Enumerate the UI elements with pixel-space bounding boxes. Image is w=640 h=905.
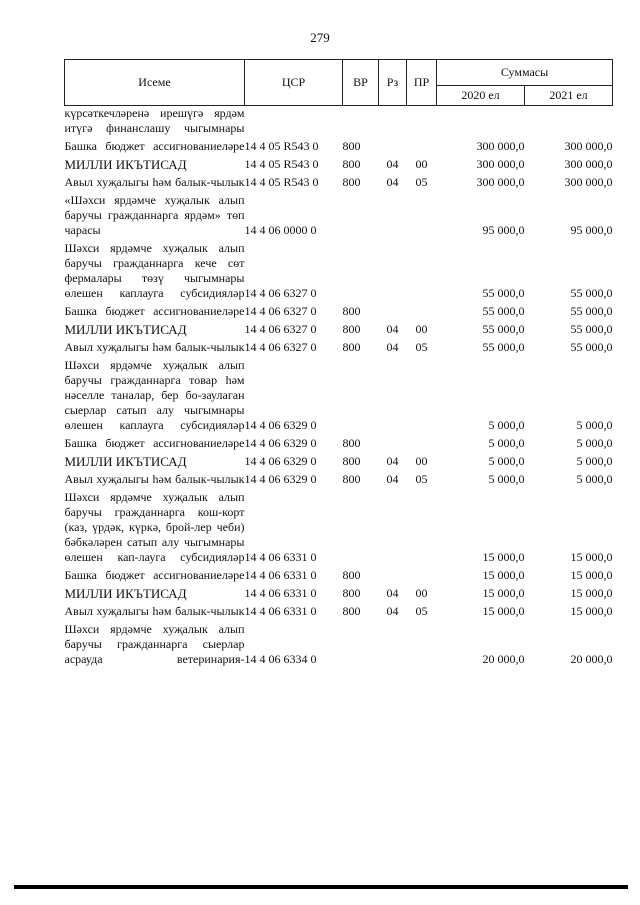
row-sum-2021: 5 000,0 — [576, 418, 613, 432]
row-sum-2021: 55 000,0 — [570, 286, 613, 300]
table-body — [65, 106, 613, 671]
row-csr-code: 14 4 06 6329 0 — [244, 418, 317, 432]
table-row — [65, 490, 613, 568]
row-vr: 800 — [342, 568, 361, 582]
row-csr-code: 14 4 06 6334 0 — [244, 652, 317, 666]
row-name: МИЛЛИ ИКЪТИСАД — [64, 454, 187, 469]
row-csr-code: 14 4 06 6327 0 — [244, 322, 317, 336]
row-sum-2020: 15 000,0 — [482, 550, 525, 564]
bottom-border — [14, 885, 628, 889]
column-header-pr: ПР — [407, 60, 437, 106]
row-name: «Шәхси ярдәмче хуҗалык алып баручы гражданнарга ярдәм» төп чарасы — [64, 193, 245, 237]
row-sum-2020: 20 000,0 — [482, 652, 525, 666]
table-row — [65, 604, 613, 622]
row-vr: 800 — [342, 454, 361, 468]
row-vr: 800 — [342, 157, 361, 171]
column-header-2020: 2020 ел — [437, 86, 525, 106]
row-sum-2020: 15 000,0 — [482, 604, 525, 618]
row-sum-2021: 15 000,0 — [570, 568, 613, 582]
row-csr-code: 14 4 06 6327 0 — [244, 286, 317, 300]
row-csr-code: 14 4 06 6329 0 — [244, 472, 317, 486]
row-vr: 800 — [342, 472, 361, 486]
row-pr: 05 — [415, 340, 428, 354]
row-csr-code: 14 4 06 6331 0 — [244, 604, 317, 618]
row-name: Башка бюджет ассигнованиеләре — [64, 139, 245, 153]
row-sum-2020: 300 000,0 — [476, 139, 525, 153]
row-name: Авыл хуҗалыгы һәм балык-чылык — [64, 472, 245, 486]
row-pr — [407, 193, 437, 241]
row-rz — [379, 490, 407, 568]
table-row — [65, 157, 613, 175]
row-sum-2020: 5 000,0 — [488, 436, 525, 450]
row-csr-code: 14 4 05 R543 0 — [244, 139, 319, 153]
table-row — [65, 241, 613, 304]
row-rz: 04 — [386, 472, 399, 486]
row-vr — [343, 490, 379, 568]
row-csr-code — [245, 106, 343, 140]
row-vr: 800 — [342, 340, 361, 354]
row-sum-2020: 55 000,0 — [482, 286, 525, 300]
table-row — [65, 340, 613, 358]
row-sum-2021 — [525, 106, 613, 140]
table-row — [65, 358, 613, 436]
row-sum-2020: 300 000,0 — [476, 157, 525, 171]
row-sum-2020: 15 000,0 — [482, 568, 525, 582]
row-csr-code: 14 4 06 0000 0 — [244, 223, 317, 237]
row-pr — [407, 436, 437, 454]
table-row — [65, 622, 613, 670]
row-csr-code: 14 4 06 6329 0 — [244, 436, 317, 450]
row-csr-code: 14 4 05 R543 0 — [244, 157, 319, 171]
table-row — [65, 175, 613, 193]
row-rz: 04 — [386, 454, 399, 468]
column-header-csr: ЦСР — [245, 60, 343, 106]
table-row — [65, 304, 613, 322]
row-name: Авыл хуҗалыгы һәм балык-чылык — [64, 604, 245, 618]
row-pr: 00 — [415, 322, 428, 336]
row-pr: 00 — [415, 586, 428, 600]
row-name: Шәхси ярдәмче хуҗалык алып баручы гражданнарга сыерлар асрауда ветеринария- — [64, 622, 245, 666]
row-rz: 04 — [386, 175, 399, 189]
row-rz — [379, 106, 407, 140]
row-sum-2020: 55 000,0 — [482, 322, 525, 336]
row-name: Шәхси ярдәмче хуҗалык алып баручы гражданнарга кош-корт (каз, үрдәк, күркә, брой-лер чеби) бәбкәләрен сатып алу чыгымнары өлешен кап-лауга субсидияләр — [64, 490, 245, 564]
row-sum-2021: 300 000,0 — [564, 139, 613, 153]
row-sum-2020: 15 000,0 — [482, 586, 525, 600]
row-csr-code: 14 4 06 6327 0 — [244, 304, 317, 318]
row-vr — [343, 106, 379, 140]
row-rz — [379, 568, 407, 586]
table-row — [65, 472, 613, 490]
row-sum-2021: 15 000,0 — [570, 586, 613, 600]
row-pr — [407, 358, 437, 436]
row-csr-code: 14 4 06 6331 0 — [244, 550, 317, 564]
row-sum-2020: 5 000,0 — [488, 472, 525, 486]
row-pr: 05 — [415, 604, 428, 618]
row-csr-code: 14 4 05 R543 0 — [244, 175, 319, 189]
row-sum-2021: 55 000,0 — [570, 304, 613, 318]
row-sum-2021: 5 000,0 — [576, 454, 613, 468]
row-name: Башка бюджет ассигнованиеләре — [64, 568, 245, 582]
column-header-2021: 2021 ел — [525, 86, 613, 106]
row-sum-2020: 55 000,0 — [482, 340, 525, 354]
row-name: Авыл хуҗалыгы һәм балык-чылык — [64, 175, 245, 189]
row-vr — [343, 622, 379, 670]
row-rz: 04 — [386, 604, 399, 618]
row-pr: 00 — [415, 157, 428, 171]
row-vr: 800 — [342, 586, 361, 600]
row-csr-code: 14 4 06 6331 0 — [244, 568, 317, 582]
row-sum-2021: 55 000,0 — [570, 340, 613, 354]
table-row — [65, 586, 613, 604]
row-pr — [407, 304, 437, 322]
row-rz: 04 — [386, 157, 399, 171]
column-header-name: Исеме — [65, 60, 245, 106]
row-sum-2020 — [437, 106, 525, 140]
row-rz — [379, 193, 407, 241]
table-row — [65, 193, 613, 241]
row-name: Башка бюджет ассигнованиеләре — [64, 436, 245, 450]
row-pr: 05 — [415, 472, 428, 486]
row-vr: 800 — [342, 175, 361, 189]
row-rz — [379, 304, 407, 322]
row-name: Авыл хуҗалыгы һәм балык-чылык — [64, 340, 245, 354]
row-rz — [379, 139, 407, 157]
row-rz — [379, 436, 407, 454]
row-name: МИЛЛИ ИКЪТИСАД — [64, 157, 187, 172]
row-name: Шәхси ярдәмче хуҗалык алып баручы гражданнарга кече сөт фермалары төзү чыгымнары өлешен каплауга субсидияләр — [64, 241, 245, 300]
row-vr — [343, 358, 379, 436]
row-pr — [407, 241, 437, 304]
row-sum-2020: 55 000,0 — [482, 304, 525, 318]
row-csr-code: 14 4 06 6331 0 — [244, 586, 317, 600]
row-rz: 04 — [386, 586, 399, 600]
row-vr: 800 — [342, 139, 361, 153]
row-sum-2021: 55 000,0 — [570, 322, 613, 336]
row-pr — [407, 139, 437, 157]
column-header-rz: Рз — [379, 60, 407, 106]
row-pr — [407, 106, 437, 140]
row-sum-2020: 5 000,0 — [488, 454, 525, 468]
table-row — [65, 568, 613, 586]
row-rz — [379, 358, 407, 436]
row-sum-2021: 300 000,0 — [564, 157, 613, 171]
row-vr — [343, 193, 379, 241]
row-sum-2021: 95 000,0 — [570, 223, 613, 237]
row-name: Шәхси ярдәмче хуҗалык алып баручы гражданнарга товар һәм нәселле таналар, бер бо-заулаган сыерлар сатып алу чыгымнары өлешен каплауга субсидияләр — [64, 358, 245, 432]
row-vr: 800 — [342, 322, 361, 336]
row-rz: 04 — [386, 340, 399, 354]
column-header-vr: ВР — [343, 60, 379, 106]
row-vr: 800 — [342, 604, 361, 618]
row-sum-2020: 300 000,0 — [476, 175, 525, 189]
row-name: Башка бюджет ассигнованиеләре — [64, 304, 245, 318]
row-sum-2021: 300 000,0 — [564, 175, 613, 189]
page-number: 279 — [310, 30, 330, 45]
row-sum-2021: 5 000,0 — [576, 436, 613, 450]
row-sum-2021: 20 000,0 — [570, 652, 613, 666]
row-sum-2020: 95 000,0 — [482, 223, 525, 237]
table-header — [65, 60, 613, 106]
table-row — [65, 139, 613, 157]
row-vr: 800 — [342, 436, 361, 450]
table-row — [65, 436, 613, 454]
row-vr: 800 — [342, 304, 361, 318]
row-pr: 05 — [415, 175, 428, 189]
row-sum-2020: 5 000,0 — [488, 418, 525, 432]
row-rz — [379, 241, 407, 304]
row-vr — [343, 241, 379, 304]
column-header-sums: Суммасы — [437, 60, 613, 86]
row-sum-2021: 15 000,0 — [570, 604, 613, 618]
row-name: МИЛЛИ ИКЪТИСАД — [64, 322, 187, 337]
row-csr-code: 14 4 06 6329 0 — [244, 454, 317, 468]
row-rz: 04 — [386, 322, 399, 336]
budget-table — [64, 59, 613, 670]
table-row — [65, 454, 613, 472]
row-pr — [407, 568, 437, 586]
table-row — [65, 106, 613, 140]
row-rz — [379, 622, 407, 670]
row-name: күрсәткечләренә ирешүгә ярдәм итүгә финанслашу чыгымнары — [64, 106, 245, 135]
row-csr-code: 14 4 06 6327 0 — [244, 340, 317, 354]
row-name: МИЛЛИ ИКЪТИСАД — [64, 586, 187, 601]
row-pr — [407, 490, 437, 568]
table-row — [65, 322, 613, 340]
row-sum-2021: 15 000,0 — [570, 550, 613, 564]
row-pr: 00 — [415, 454, 428, 468]
row-sum-2021: 5 000,0 — [576, 472, 613, 486]
row-pr — [407, 622, 437, 670]
